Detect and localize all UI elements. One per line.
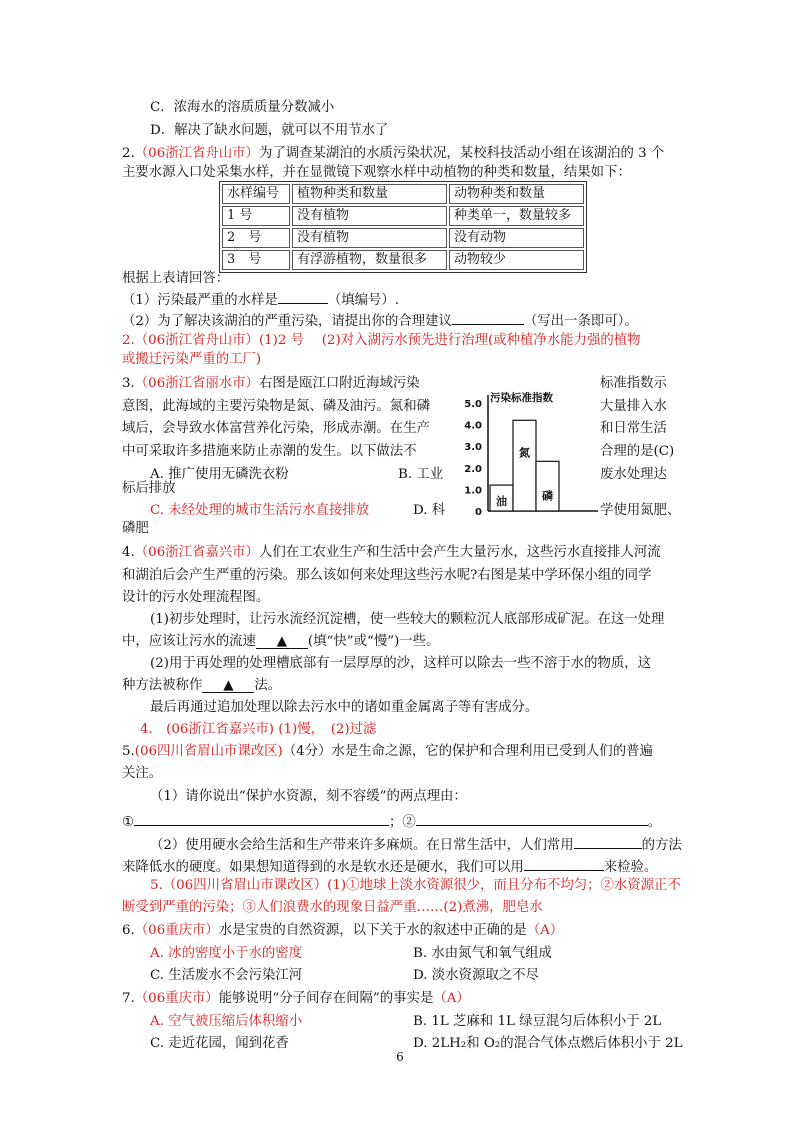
q3-right3: 和日常生活 (600, 421, 667, 436)
q7-option-a: A. 空气被压缩后体积缩小 (150, 1014, 303, 1029)
q4-line6: 最后再通过追加处理以除去污水中的诸如重金属离子等有害成分。 (150, 700, 539, 715)
pollution-index-chart (452, 383, 602, 523)
table-row: 3 号 有浮游植物，数量很多 动物较少 (222, 250, 584, 270)
page-number: 6 (396, 1050, 404, 1064)
q5-sub3: 来降低水的硬度。如果想知道得到的水是软水还是硬水，我们可以用 来检验。 (122, 856, 657, 877)
q7-option-c: C. 走近花园，闻到花香 (150, 1036, 289, 1051)
q4-sub1: (1)初步处理时，让污水流经沉淀槽，使一些较大的颗粒沉人底部形成矿泥。在这一处理 (150, 612, 665, 627)
q5-blank-method[interactable] (574, 834, 642, 849)
q3-option-b: B. 工业 (398, 467, 444, 482)
q4-blank-2[interactable] (202, 677, 254, 693)
q3-line3: 域后，会导致水体富营养化污染，形成赤潮。在生产 (122, 421, 430, 436)
answer-2-line1: 2.（06浙江省舟山市）(1)2 号 (2)对入湖污水预先进行治理(或种植净水能力强的植物 (122, 333, 641, 348)
bar-label: 氮 (519, 446, 530, 460)
q5-sub2: （2）使用硬水会给生活和生产带来许多麻烦。在日常生活中，人们常用 的方法 (150, 834, 682, 855)
bar-氮 (513, 420, 536, 511)
q3-option-d-cont: 学使用氮肥、 (600, 503, 681, 518)
q2-sub2: （2）为了解决该湖泊的严重污染，请提出你的合理建议 （写出一条即可）。 (122, 310, 638, 331)
q2-after-table: 根据上表请回答： (122, 271, 230, 286)
q6-option-a: A. 冰的密度小于水的密度 (150, 946, 303, 961)
q3-line2: 意图，此海域的主要污染物是氮、磷及油污。氮和磷 (122, 399, 430, 414)
q2-source: （06浙江省舟山市） (134, 146, 259, 161)
q7-line1: 7.（06重庆市）能够说明“分子间存在间隔”的事实是（A） (122, 991, 470, 1006)
q5-blank-reason-1[interactable] (134, 811, 389, 826)
q4-line1: 4.（06浙江省嘉兴市）人们在工农业生产和生活中会产生大量污水，这些污水直接排人河流 (122, 545, 661, 560)
q7-answer: （A） (433, 991, 470, 1006)
q4-blank-1[interactable] (256, 633, 308, 649)
q2-line1: 2.（06浙江省舟山市）为了调查某湖泊的水质污染状况，某校科技活动小组在该湖泊的 3 个 (122, 146, 665, 161)
answer-4: 4. (06浙江省嘉兴市) (1)慢， (2)过滤 (140, 722, 377, 737)
bar-label: 磷 (542, 489, 553, 503)
y-tick-label: 5.0 (464, 399, 482, 410)
q3-line1: 3.（06浙江省丽水市）右图是瓯江口附近海域污染 (122, 376, 420, 391)
q3-option-b-end: 标后排放 (122, 481, 176, 496)
q2-sub1: （1）污染最严重的水样是 （填编号）. (122, 289, 399, 310)
q5-blank-reason-2[interactable] (416, 811, 648, 826)
q3-option-c: C. 未经处理的城市生活污水直接排放 (150, 503, 370, 518)
q6-option-b: B. 水由氮气和氧气组成 (413, 946, 552, 961)
q3-option-d: D. 科 (413, 503, 446, 518)
bar-磷 (536, 461, 559, 511)
q4-sub1-cont: 中，应该让污水的流速 ▲ (填“快”或“慢”)一些。 (122, 634, 440, 649)
q2-blank-2[interactable] (452, 310, 524, 325)
triangle-icon: ▲ (223, 678, 234, 693)
q5-line1: 5.(06四川省眉山市课改区)（4分）水是生命之源，它的保护和合理利用已受到人们的普遍 (122, 744, 653, 759)
q5-blank-test[interactable] (524, 856, 604, 871)
q7-source: （06重庆市） (134, 991, 219, 1006)
q4-source: （06浙江省嘉兴市） (134, 545, 259, 560)
table-header-row: 水样编号 植物种类和数量 动物种类和数量 (222, 184, 584, 204)
answer-2-line2: 或搬迁污染严重的工厂) (122, 352, 262, 367)
y-tick-label: 1.0 (464, 485, 482, 497)
q1-option-d: D．解决了缺水问题，就可以不用节水了 (150, 123, 389, 138)
q3-option-b-cont: 废水处理达 (600, 467, 667, 482)
q5-line2: 关注。 (122, 766, 163, 781)
bar-label: 油 (496, 495, 507, 508)
q1-option-c: C．浓海水的溶质质量分数减小 (150, 100, 335, 115)
q3-option-d-end: 磷肥 (122, 521, 149, 536)
q4-sub2-cont: 种方法被称作 ▲ 法。 (122, 678, 282, 693)
triangle-icon: ▲ (276, 634, 288, 649)
table-row: 2 号 没有植物 没有动物 (222, 228, 584, 248)
q5-reasons: ① ；② 。 (122, 811, 661, 832)
q5-sub1: （1）请你说出“保护水资源，刻不容缓”的两点理由： (150, 789, 467, 804)
q7-option-b: B. 1L 芝麻和 1L 绿豆混匀后体积小于 2L (413, 1014, 662, 1029)
y-tick-label: 0 (475, 507, 482, 518)
q3-source: （06浙江省丽水市） (134, 376, 259, 391)
chart-title: 污染标准指数 (490, 392, 553, 404)
q3-right4: 合理的是(C) (600, 444, 675, 459)
q5-source: (06四川省眉山市课改区) (134, 744, 283, 759)
q3-right2: 大量排入水 (600, 399, 667, 414)
q6-answer: （A） (526, 923, 564, 938)
q6-option-c: C. 生活废水不会污染江河 (150, 968, 303, 983)
table-row: 1 号 没有植物 种类单一，数量较多 (222, 206, 584, 226)
q7-option-d: D. 2LH₂和 O₂的混合气体点燃后体积小于 2L (413, 1036, 683, 1051)
water-sample-table (219, 181, 587, 273)
q3-line4: 中可采取许多措施来防止赤潮的发生。以下做法不 (122, 444, 417, 459)
y-tick-label: 4.0 (464, 420, 482, 432)
q4-line3: 设计的污水处理流程图。 (122, 590, 270, 605)
q6-source: （06重庆市） (134, 923, 219, 938)
q4-line2: 和湖泊后会产生严重的污染。那么该如何来处理这些污水呢?右图是某中学环保小组的同学 (122, 568, 652, 583)
q3-right1: 标准指数示 (600, 376, 667, 391)
q6-option-d: D. 淡水资源取之不尽 (413, 968, 539, 983)
q4-sub2: (2)用于再处理的处理槽底部有一层厚厚的沙，这样可以除去一些不溶于水的物质，这 (150, 656, 652, 671)
answer-5-line1: 5.（06四川省眉山市课改区）(1)①地球上淡水资源很少，而且分布不均匀；②水资源正不 (150, 878, 681, 893)
q6-line1: 6.（06重庆市）水是宝贵的自然资源，以下关于水的叙述中正确的是（A） (122, 923, 564, 938)
q3-option-a: A. 推广使用无磷洗衣粉 (150, 467, 289, 482)
y-tick-label: 2.0 (464, 463, 482, 475)
q2-line2: 主要水源入口处采集水样，并在显微镜下观察水样中动植物的种类和数量，结果如下： (122, 165, 631, 180)
q2-blank-1[interactable] (278, 289, 328, 304)
answer-5-line2: 断受到严重的污染；③人们浪费水的现象日益严重……(2)煮沸，肥皂水 (122, 900, 543, 915)
y-tick-label: 3.0 (464, 442, 482, 454)
